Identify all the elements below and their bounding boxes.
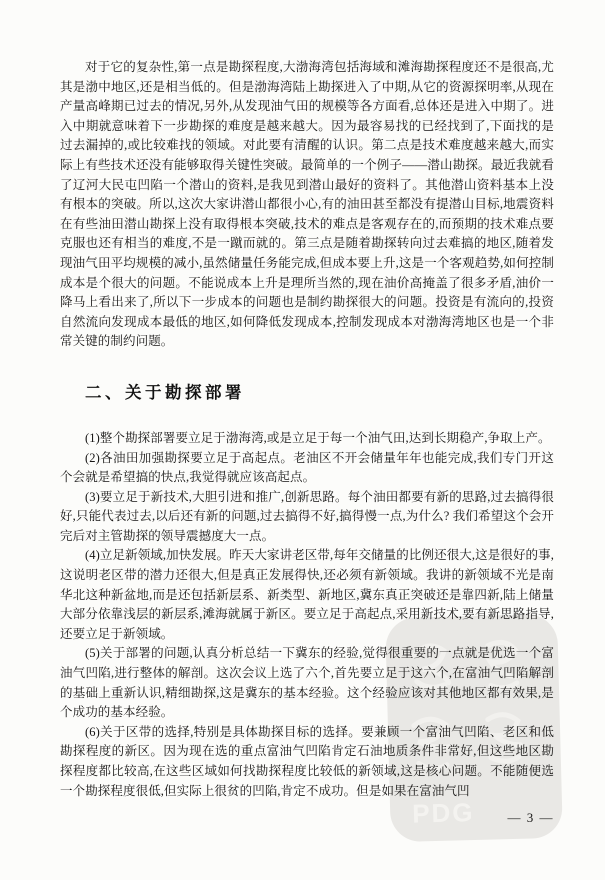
- list-item-1: (1)整个勘探部署要立足于渤海湾,或是立足于每一个油气田,达到长期稳产,争取上产。: [85, 430, 551, 445]
- intro-paragraph: 对于它的复杂性,第一点是勘探程度,大渤海湾包括海域和滩海勘探程度还不是很高,尤其是渤中地区,还是相当低的。但是渤海湾陆上勘探进入了中期,从它的资源探明率,从现在产量高峰期已过去的情况,另外,从发现油气田的规模等各方面看,总体还是进入中期了。进入中期就意味着下一步勘探的难度是越来越大。因为最容易找的已经找到了,下面找的是过去漏掉的,或比较难找的领域。对此要有清醒的认识。第二点是技术难度越来越大,而实际上有些技术还没有能够取得关键性突破。最简单的一个例子——潜山勘探。最近我就看了辽河大民屯凹陷一个潜山的资料,是我见到潜山最好的资料了。其他潜山资料基本上没有根本的突破。所以,这次大家讲潜山都很小心,有的油田甚至都没有提潜山目标,地震资料在有些油田潜山勘探上没有取得根本突破,技术的难点是客观存在的,而预期的技术难点要克服也还有相当的难度,不是一蹴而就的。第三点是随着勘探转向过去难搞的地区,随着发现油气田平均规模的减小,虽然储量任务能完成,但成本要上升,这是一个客观趋势,如何控制成本是个很大的问题。不能说成本上升是理所当然的,现在油价高掩盖了很多矛盾,油价一降马上看出来了,所以下一步成本的问题也是制约勘探很大的问题。投资是有流向的,投资自然流向发现成本最低的地区,如何降低发现成本,控制发现成本对渤海湾地区也是一个非常关键的制约问题。: [60, 60, 554, 349]
- page-number: — 3 —: [507, 810, 554, 826]
- list-item-2: (2)各油田加强勘探要立足于高起点。老油区不开会储量年年也能完成,我们专门开这个会就是希望搞的快点,我觉得就应该高起点。: [60, 450, 554, 485]
- list-item-3: (3)要立足于新技术,大胆引进和推广,创新思路。每个油田都要有新的思路,过去搞得很好,只能代表过去,以后还有新的问题,过去搞得不好,搞得慢一点,为什么? 我们希望这个会开完后对主管勘探的领导震撼度大一点。: [60, 489, 554, 543]
- list-item-5: (5)关于部署的问题,认真分析总结一下冀东的经验,觉得很重要的一点就是优选一个富油气凹陷,进行整体的解剖。这次会议上选了六个,首先要立足于这六个,在富油气凹陷解剖的基础上重新认识,精细勘探,这是冀东的基本经验。这个经验应该对其他地区都有效果,是个成功的基本经验。: [60, 646, 554, 720]
- list-item-6: (6)关于区带的选择,特别是具体勘探目标的选择。要兼顾一个富油气凹陷、老区和低勘探程度的新区。因为现在选的重点富油气凹陷肯定石油地质条件非常好,但这些地区勘探程度都比较高,在这些区域如何找勘探程度比较低的新领域,这是核心问题。不能随便选一个勘探程度很低,但实际上很贫的凹陷,肯定不成功。但是如果在富油气凹: [60, 724, 554, 798]
- section-heading: 二、关于勘探部署: [85, 383, 245, 402]
- list-item-4: (4)立足新领域,加快发展。昨天大家讲老区带,每年交储量的比例还很大,这是很好的事,这说明老区带的潜力还很大,但是真正发展得快,还必须有新领域。我讲的新领域不光是南华北这种新盆地,而是还包括新层系、新类型、新地区,冀东真正突破还是靠四新,陆上储量大部分依靠浅层的新层系,滩海就属于新区。要立足于高起点,采用新技术,要有新思路指导,还要立足于新领域。: [60, 548, 554, 641]
- watermark-label: PDG: [411, 797, 475, 829]
